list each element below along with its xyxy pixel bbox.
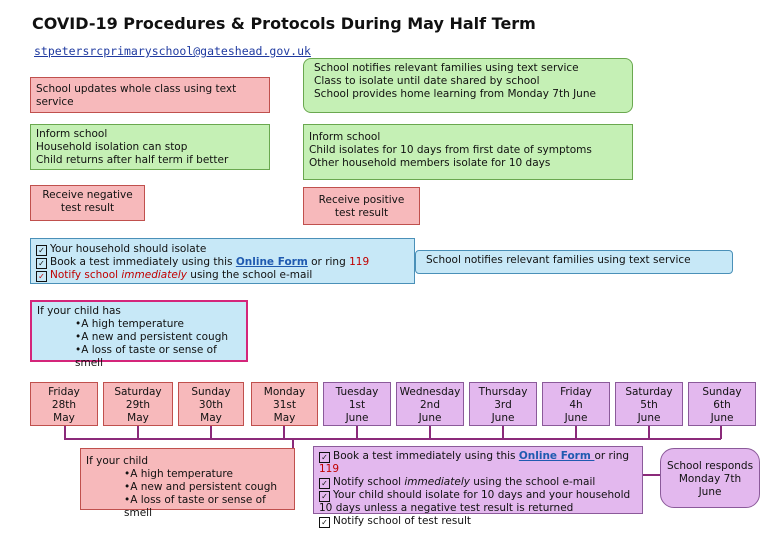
symptoms-heading: If your child has: [37, 305, 121, 317]
symptoms-box: [30, 300, 248, 369]
negative-inform-box: [30, 124, 270, 170]
notifies-families-box: School notifies relevant families using text service: [415, 250, 733, 274]
symptom-item: •A new and persistent cough: [75, 331, 229, 343]
positive-inform-line-1: Inform school: [309, 131, 381, 143]
day-box: Saturday 29th May: [103, 382, 173, 426]
day-box: Saturday 5th June: [615, 382, 683, 426]
online-form-link[interactable]: Online Form: [518, 450, 595, 462]
action-box: [313, 446, 643, 527]
negative-result-box: Receive negative test result: [30, 185, 145, 221]
positive-result-box: Receive positive test result: [303, 187, 420, 225]
day-box: Tuesday 1st June: [323, 382, 391, 426]
day-box: Wednesday 2nd June: [396, 382, 464, 426]
connector-line: [429, 426, 431, 439]
day-box: Sunday 6th June: [688, 382, 756, 426]
symptom-item: •A loss of taste or sense of smell: [75, 344, 217, 369]
school-responds-box: School responds Monday 7th June: [660, 448, 760, 508]
child-symptoms-heading: If your child: [86, 455, 149, 467]
positive-inform-line-3: Other household members isolate for 10 days: [309, 157, 551, 169]
symptom-item: •A high temperature: [75, 318, 184, 330]
action-line-5: ✓ Notify school of test result: [319, 515, 637, 528]
arrow-right-icon: [643, 474, 660, 476]
checkbox-icon: ✓: [36, 245, 47, 256]
school-email-link[interactable]: stpetersrcprimaryschool@gateshead.gov.uk: [34, 44, 311, 58]
connector-line: [292, 438, 294, 448]
symptom-item: •A high temperature: [124, 468, 233, 480]
connector-line: [356, 426, 358, 439]
positive-inform-line-2: Child isolates for 10 days from first date of symptoms: [309, 144, 592, 156]
action-line-2: ✓ Notify school immediately using the school e-mail: [319, 476, 637, 489]
action-line-4: 10 days unless a negative test result is returned: [319, 502, 574, 514]
notifies-line-3: School provides home learning from Monday 7th June: [314, 88, 596, 100]
symptom-item: •A loss of taste or sense of smell: [124, 494, 266, 519]
connector-line: [720, 426, 722, 439]
checkbox-icon: ✓: [36, 271, 47, 282]
notifies-box: [303, 58, 633, 113]
connector-line: [210, 426, 212, 439]
notifies-line-1: School notifies relevant families using text service: [314, 62, 579, 74]
isolate-box: [30, 238, 415, 284]
day-box: Sunday 30th May: [178, 382, 244, 426]
symptom-item: •A new and persistent cough: [124, 481, 278, 493]
isolate-line-1: ✓ Your household should isolate: [36, 243, 409, 256]
positive-inform-box: [303, 124, 633, 180]
connector-line: [137, 426, 139, 439]
day-box: Thursday 3rd June: [469, 382, 537, 426]
isolate-line-3: ✓ Notify school immediately using the school e-mail: [36, 269, 409, 282]
day-box: Monday 31st May: [251, 382, 318, 426]
negative-inform-line-2: Household isolation can stop: [36, 141, 188, 153]
connector-line: [575, 426, 577, 439]
negative-inform-line-3: Child returns after half term if better: [36, 154, 229, 166]
connector-line: [64, 438, 721, 440]
connector-line: [502, 426, 504, 439]
checkbox-icon: ✓: [319, 517, 330, 528]
action-line-1: ✓ Book a test immediately using this Online Form or ring 119: [319, 450, 630, 475]
action-line-3: ✓ Your child should isolate for 10 days and your household: [319, 489, 637, 502]
checkbox-icon: ✓: [319, 491, 330, 502]
notifies-line-2: Class to isolate until date shared by school: [314, 75, 540, 87]
online-form-link[interactable]: Online Form: [235, 256, 308, 268]
day-box: Friday 28th May: [30, 382, 98, 426]
connector-line: [648, 426, 650, 439]
day-box: Friday 4h June: [542, 382, 610, 426]
isolate-line-2: ✓ Book a test immediately using this Online Form or ring 119: [36, 256, 409, 269]
updates-box: School updates whole class using text service: [30, 77, 270, 113]
connector-line: [283, 426, 285, 439]
checkbox-icon: ✓: [36, 258, 47, 269]
checkbox-icon: ✓: [319, 452, 330, 463]
page-title: COVID-19 Procedures & Protocols During May Half Term: [32, 14, 536, 33]
negative-inform-line-1: Inform school: [36, 128, 108, 140]
child-symptoms-box: [80, 448, 295, 519]
checkbox-icon: ✓: [319, 478, 330, 489]
